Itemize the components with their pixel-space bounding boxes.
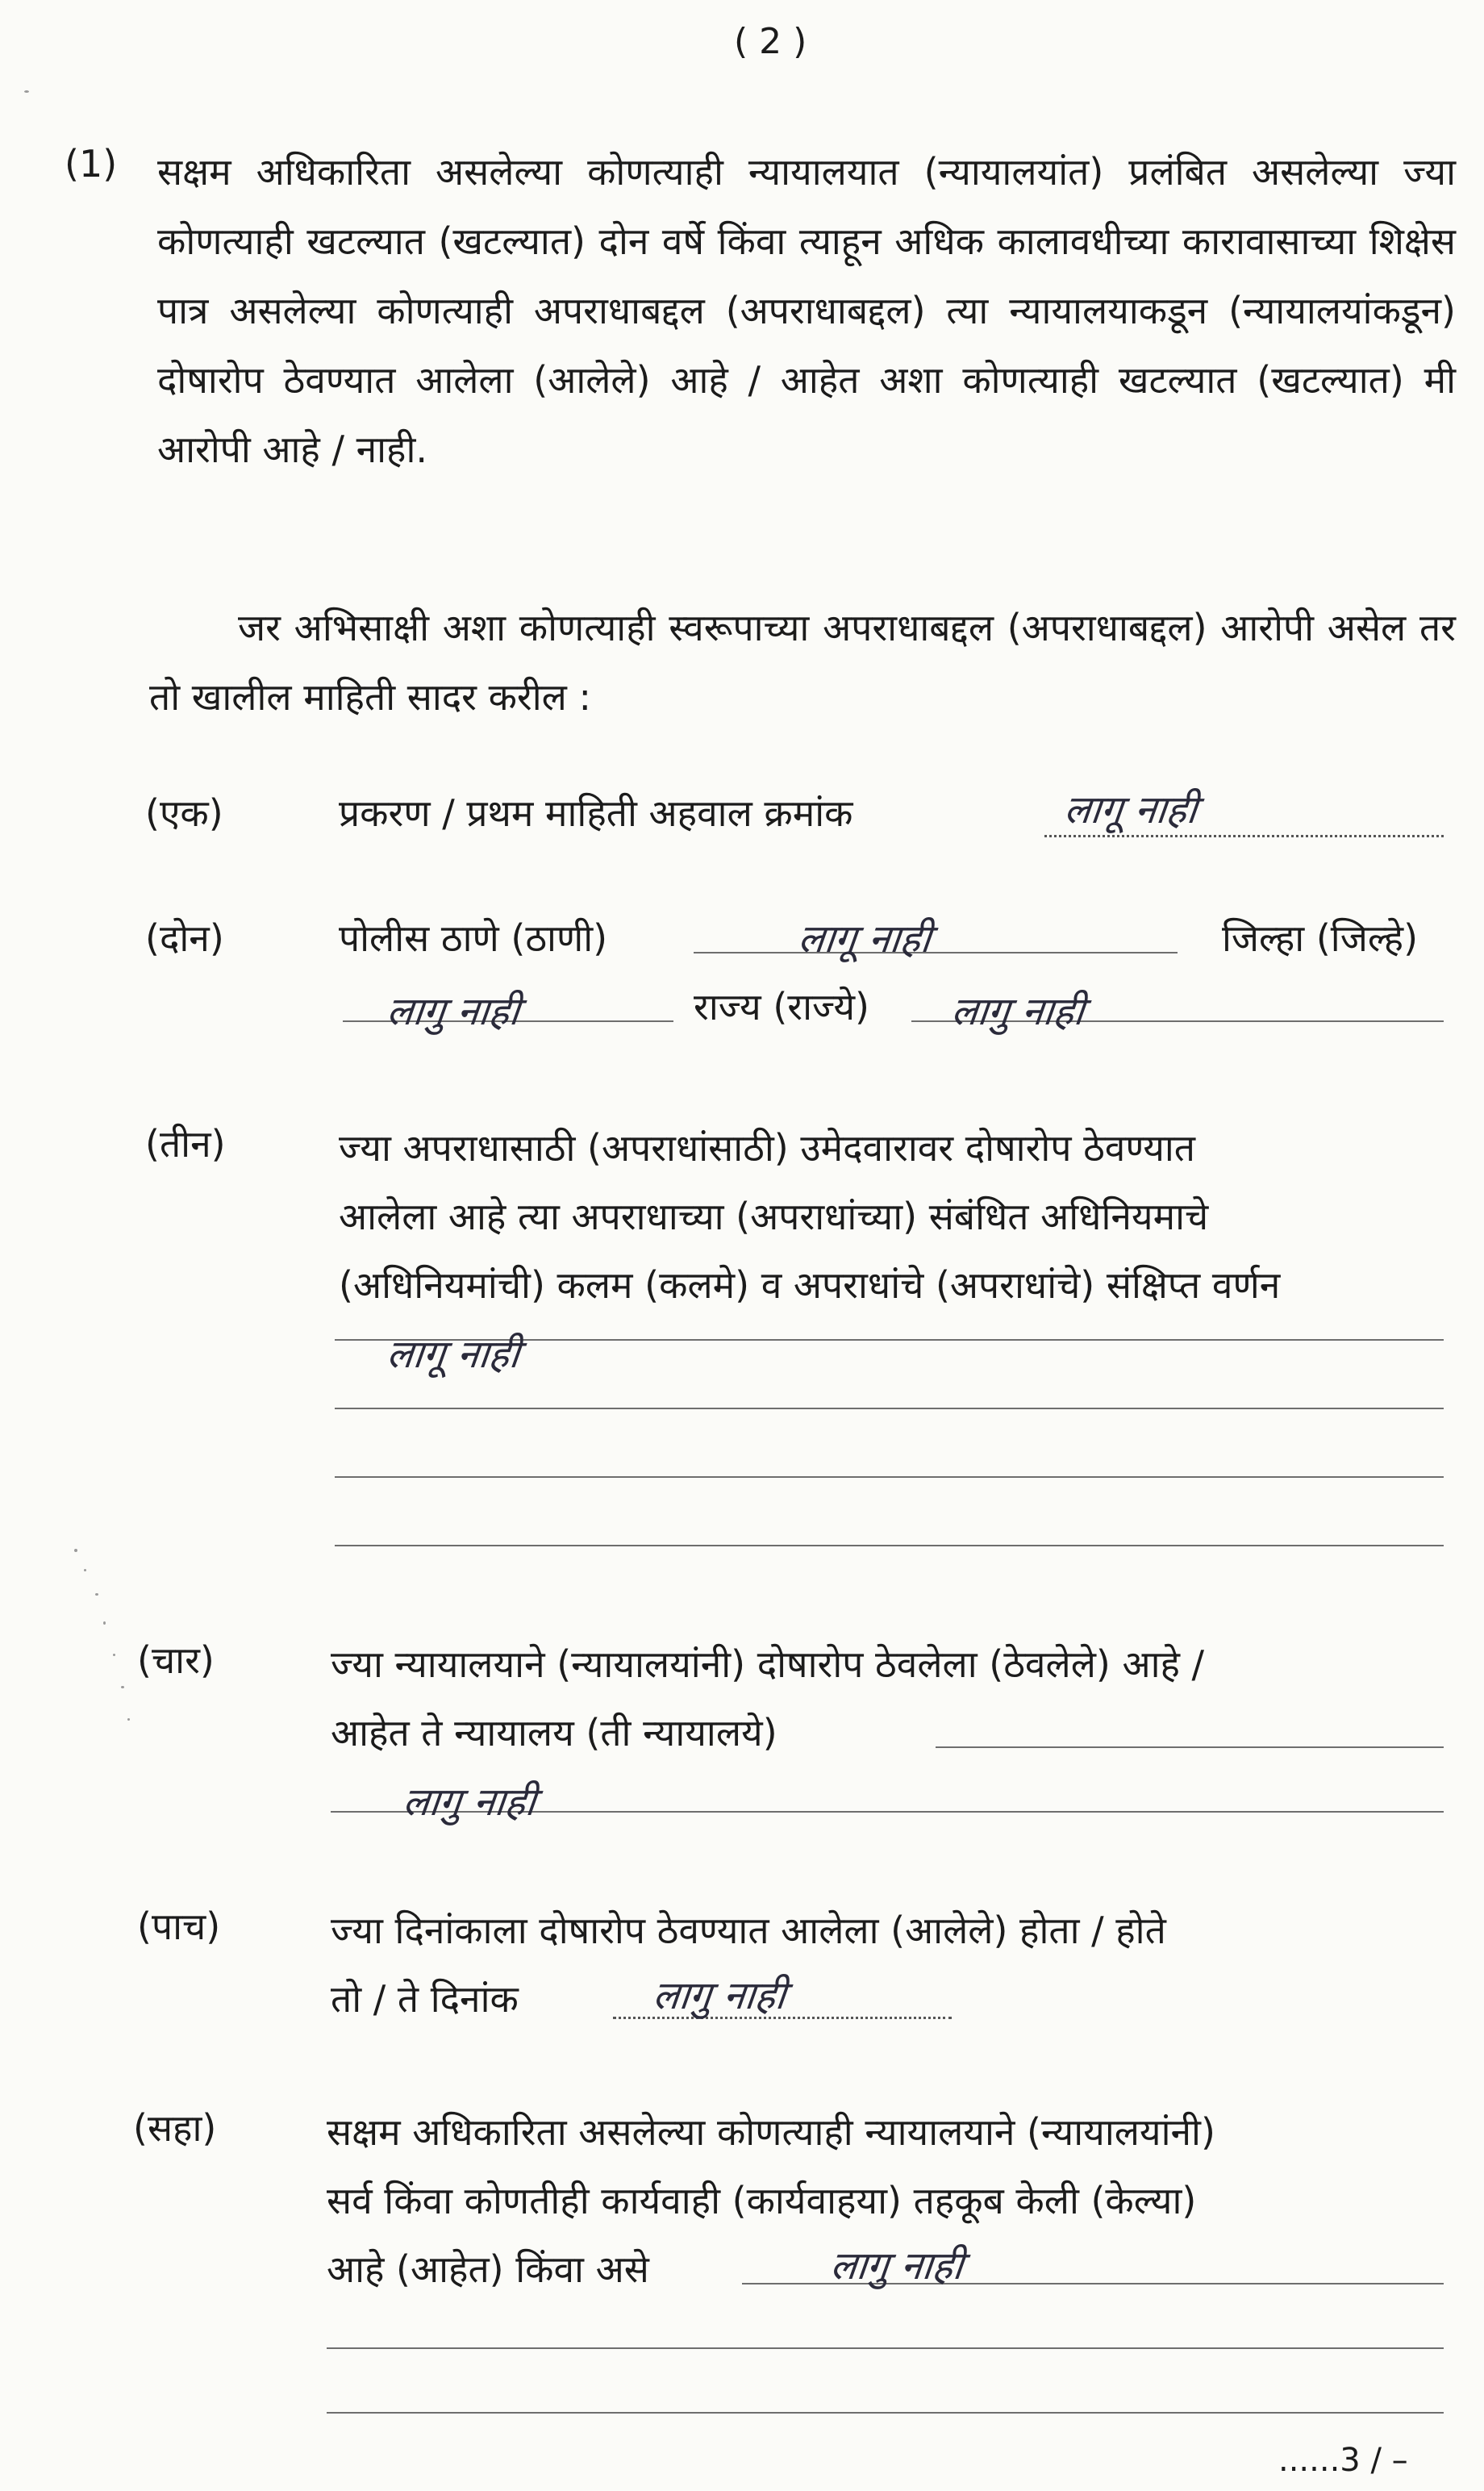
answer-line [335, 1545, 1444, 1546]
page-continuation-footer: ......3 / – [1278, 2442, 1408, 2479]
police-station-answer-line [694, 952, 1178, 953]
item-text-line: ज्या अपराधासाठी (अपराधांसाठी) उमेदवारावर दोषारोप ठेवण्यात [339, 1126, 1196, 1170]
smudge-speck [121, 1686, 124, 1688]
clause-text: सक्षम अधिकारिता असलेल्या कोणत्याही न्यायालयात (न्यायालयांत) प्रलंबित असलेल्या ज्या कोणत्याही खटल्यात (खटल्यात) दोन वर्षे किंवा त्याहून अधिक कालावधीच्या कारावासाच्या शिक्षेस पात्र असलेल्या कोणत्याही अपराधाबद्दल (अपराधाबद्दल) त्या न्यायालयाकडून (न्यायालयांकडून) दोषारोप ठेवण्यात आलेला (आलेले) आहे / आहेत अशा कोणत्याही खटल्यात (खटल्यात) मी आरोपी आहे / नाही. [157, 150, 1456, 471]
handwritten-answer: लागू नाही [384, 1332, 523, 1377]
district-label: जिल्हा (जिल्हे) [1222, 916, 1419, 960]
police-station-answer: लागू नाही [795, 916, 934, 962]
item-label: (पाच) [137, 1905, 221, 1948]
handwritten-answer: लागू नाही [1061, 787, 1200, 832]
item-text-line: तो / ते दिनांक [331, 1977, 519, 2021]
handwritten-answer: लागु नाही [400, 1780, 539, 1825]
item-text-line: आहेत ते न्यायालय (ती न्यायालये) [331, 1711, 777, 1755]
item-text-line: आहे (आहेत) किंवा असे [327, 2247, 649, 2291]
item-text-line: ज्या न्यायालयाने (न्यायालयांनी) दोषारोप ठेवलेला (ठेवलेले) आहे / [331, 1642, 1205, 1686]
item-text-line: प्रकरण / प्रथम माहिती अहवाल क्रमांक [339, 791, 853, 835]
smudge-speck [74, 1549, 77, 1552]
item-label: (एक) [145, 791, 223, 835]
smudge-speck [113, 1654, 115, 1656]
state-label: राज्य (राज्ये) [694, 985, 869, 1029]
district-answer: लागु नाही [384, 989, 523, 1034]
item-text-line: सर्व किंवा कोणतीही कार्यवाही (कार्यवाहया) तहकूब केली (केल्या) [327, 2179, 1197, 2222]
page-number-header: ( 2 ) [734, 21, 807, 62]
item-label: (दोन) [145, 916, 224, 960]
item-label: (सहा) [133, 2106, 217, 2150]
handwritten-answer: लागु नाही [827, 2243, 966, 2289]
clause-number: (1) [65, 142, 118, 186]
smudge-speck [84, 1569, 86, 1571]
item-text-line: आलेला आहे त्या अपराधाच्या (अपराधांच्या) संबंधित अधिनियमाचे [339, 1195, 1209, 1238]
item-text-line: (अधिनियमांची) कलम (कलमे) व अपराधांचे (अपराधांचे) संक्षिप्त वर्णन [339, 1263, 1281, 1307]
answer-line [327, 2347, 1444, 2349]
answer-line [327, 2412, 1444, 2414]
item-label: (तीन) [145, 1122, 226, 1166]
smudge-speck [127, 1718, 130, 1721]
item-text-line: सक्षम अधिकारिता असलेल्या कोणत्याही न्यायालयाने (न्यायालयांनी) [327, 2110, 1215, 2154]
item-text-line: ज्या दिनांकाला दोषारोप ठेवण्यात आलेला (आलेले) होता / होते [331, 1909, 1166, 1952]
item-label: (चार) [137, 1638, 215, 1682]
answer-dotted-line [1044, 835, 1444, 837]
smudge-speck [95, 1593, 98, 1596]
answer-line [335, 1408, 1444, 1409]
smudge-speck [24, 90, 29, 93]
answer-line [936, 1746, 1444, 1748]
answer-line [335, 1476, 1444, 1478]
state-answer: लागु नाही [948, 989, 1087, 1034]
smudge-speck [103, 1621, 106, 1625]
instruction-text: जर अभिसाक्षी अशा कोणत्याही स्वरूपाच्या अपराधाबद्दल (अपराधाबद्दल) आरोपी असेल तर तो खालील माहिती सादर करील : [149, 606, 1456, 719]
handwritten-answer: लागु नाही [650, 1973, 789, 2018]
police-station-label: पोलीस ठाणे (ठाणी) [339, 916, 608, 960]
